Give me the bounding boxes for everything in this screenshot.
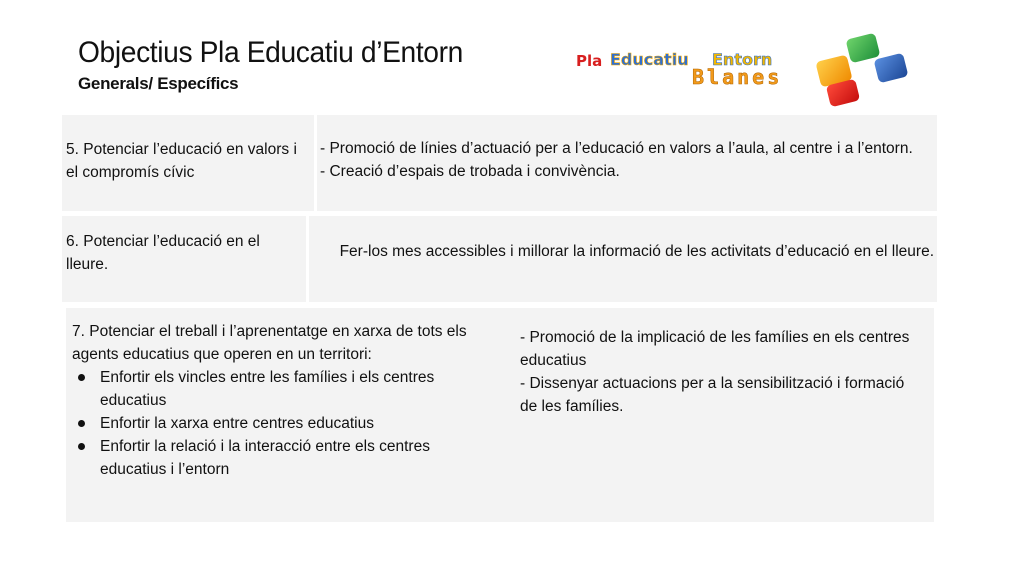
row3-specific-cell <box>516 308 934 522</box>
row2-specific-cell <box>309 216 937 302</box>
row1-specific-cell <box>317 115 937 211</box>
row1-general-cell <box>62 115 314 211</box>
row3-specific-line: - Dissenyar actuacions per a la sensibilització i formació de les famílies. <box>520 375 905 415</box>
row2-general-cell <box>62 216 306 302</box>
bullet-item: Enfortir la xarxa entre centres educatius <box>72 412 500 435</box>
bullet-item: Enfortir la relació i la interacció entre els centres educatius i l’entorn <box>72 435 500 481</box>
row3-bullet-list <box>72 366 500 481</box>
svg-text:Blanes: Blanes <box>692 65 783 89</box>
bullet-item: Enfortir els vincles entre les famílies i els centres educatius <box>72 366 500 412</box>
row3-general-text: 7. Potenciar el treball i l’aprenentatge en xarxa de tots els agents educatius que operen en un territori: <box>72 323 467 363</box>
row2-general-text: 6. Potenciar l’educació en el lleure. <box>66 233 260 273</box>
slide-subtitle: Generals/ Específics <box>78 74 239 93</box>
pla-educatiu-entorn-logo <box>572 30 912 110</box>
slide-title: Objectius Pla Educatiu d’Entorn <box>78 36 463 69</box>
row1-specific-line: - Creació d’espais de trobada i convivència. <box>320 163 620 180</box>
color-squares-mark <box>815 33 908 108</box>
row3-general-cell <box>66 308 516 522</box>
row3-specific-line: - Promoció de la implicació de les famílies en els centres educatius <box>520 329 910 369</box>
row1-specific-line: - Promoció de línies d’actuació per a l’educació en valors a l’aula, al centre i a l’entorn. <box>320 140 913 157</box>
row2-specific-text: Fer-los mes accessibles i millorar la informació de les activitats d’educació en el lleure. <box>339 243 934 260</box>
svg-text:Entorn: Entorn <box>712 50 773 69</box>
svg-text:Pla: Pla <box>576 52 603 70</box>
row1-general-text: 5. Potenciar l’educació en valors i el compromís cívic <box>66 141 297 181</box>
svg-text:Educatiu: Educatiu <box>610 50 689 69</box>
